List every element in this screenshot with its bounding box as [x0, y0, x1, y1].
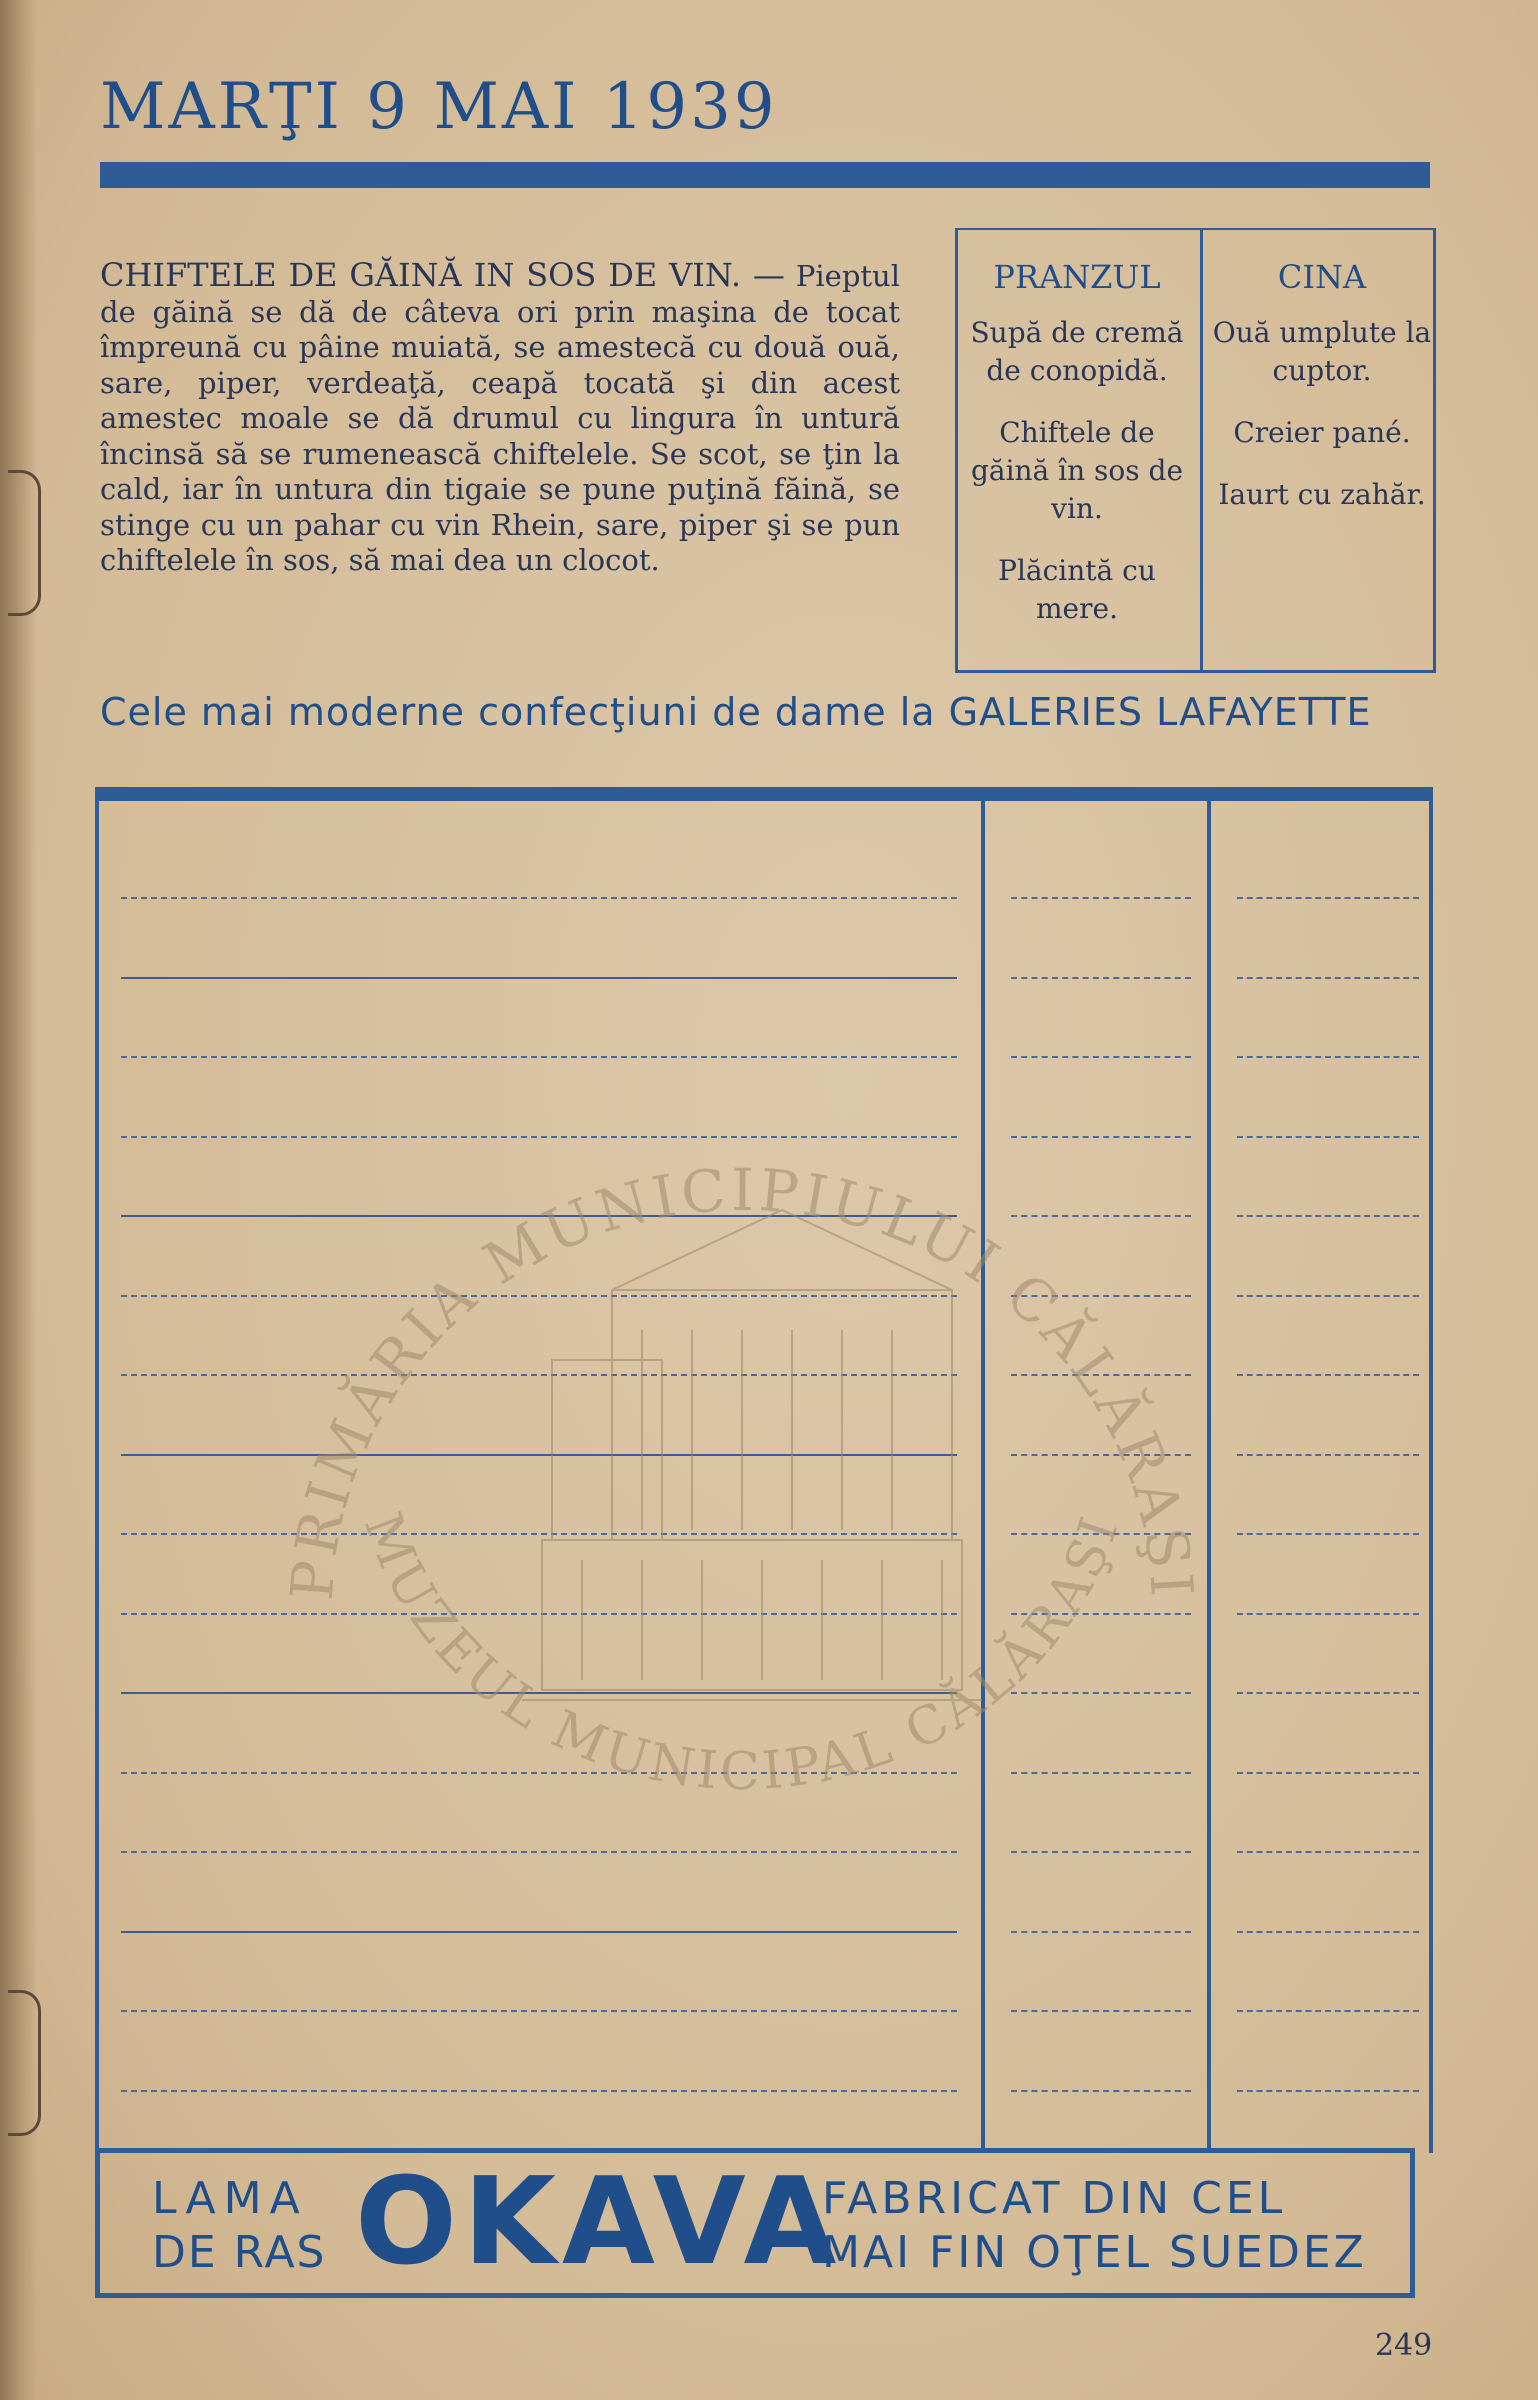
notes-ruled-line: [1237, 1851, 1419, 1853]
menu-lunch-item: Plăcintă cu mere.: [998, 554, 1156, 625]
okava-right-line2: MAI FIN OŢEL SUEDEZ: [822, 2227, 1367, 2278]
notes-ruled-line: [1011, 2090, 1191, 2092]
notes-ruled-line: [1011, 897, 1191, 899]
page-number: 249: [1375, 2328, 1433, 2363]
date-underline-bar: [100, 162, 1430, 188]
daily-menu-box: [955, 228, 1436, 673]
notes-ruled-line: [1011, 1056, 1191, 1058]
svg-text:MUZEUL MUNICIPAL CĂLĂRAŞI: [352, 1505, 1132, 1802]
binding-ring-top: [8, 470, 41, 616]
okava-razor-ad: [95, 2148, 1415, 2298]
notes-ruled-line: [121, 1056, 957, 1058]
notes-ruled-line: [1237, 1454, 1419, 1456]
notes-ruled-line: [1237, 1692, 1419, 1694]
page-date-title: MARŢI 9 MAI 1939: [100, 70, 778, 144]
menu-lunch-item: Chiftele de găină în sos de vin.: [970, 416, 1184, 525]
notes-ruled-line: [121, 2010, 957, 2012]
notes-ruled-line: [1237, 1215, 1419, 1217]
notes-ruled-line: [1011, 977, 1191, 979]
notes-ruled-line: [121, 2090, 957, 2092]
notes-ruled-line: [1237, 1931, 1419, 1933]
recipe-body: Pieptul de găină se dă de câteva ori prin maşina de tocat împreună cu pâine muiată, se amestecă cu două ouă, sare, piper, verdeaţă, ceapă tocată şi din acest amestec moale se dă drumul cu lingura în untură încinsă să se rumenească chiftelele. Se scot, se ţin la cald, iar în untura din tigaie se pune puţină făină, se stinge cu un pahar cu vin Rhein, sare, piper şi se pun chiftelele în sos, să mai dea un clocot.: [100, 259, 901, 577]
okava-right-line1: FABRICAT DIN CEL: [822, 2173, 1287, 2224]
okava-left-line1: LAMA: [152, 2173, 308, 2224]
okava-brand-logo: OKAVA: [355, 2153, 843, 2292]
stamp-building-wing: [552, 1360, 662, 1540]
notes-ruled-line: [1237, 1295, 1419, 1297]
binding-ring-bottom: [8, 1990, 41, 2136]
menu-lunch-item: Supă de cremă de conopidă.: [970, 316, 1184, 387]
notes-ruled-line: [1237, 1136, 1419, 1138]
notes-ruled-line: [121, 977, 957, 979]
notes-ruled-line: [1237, 1613, 1419, 1615]
recipe-title: CHIFTELE DE GĂINĂ IN SOS DE VIN. —: [100, 256, 785, 294]
menu-dinner-heading: CINA: [1277, 258, 1367, 296]
notes-ruled-line: [1237, 1374, 1419, 1376]
menu-lunch-heading: PRANZUL: [993, 258, 1161, 296]
menu-lunch-column: [958, 230, 1196, 652]
stamp-text-top: PRIMĂRIA MUNICIPIULUI CĂLĂRAŞI: [277, 1155, 1207, 1603]
recipe-block: [100, 258, 900, 579]
stamp-text-bottom: MUZEUL MUNICIPAL CĂLĂRAŞI: [351, 1505, 1132, 1803]
museum-stamp: [262, 1130, 1222, 1870]
notes-ruled-line: [1237, 1772, 1419, 1774]
menu-dinner-item: Ouă umplute la cuptor.: [1212, 316, 1432, 387]
notes-ruled-line: [121, 1931, 957, 1933]
notes-ruled-line: [1237, 1533, 1419, 1535]
stamp-building-lower: [542, 1540, 962, 1690]
okava-left-line2: DE RAS: [152, 2227, 327, 2278]
galeries-lafayette-ad: Cele mai moderne confecţiuni de dame la GALERIES LAFAYETTE: [100, 690, 1372, 734]
notes-ruled-line: [1011, 2010, 1191, 2012]
notes-ruled-line: [121, 897, 957, 899]
notes-ruled-line: [1237, 1056, 1419, 1058]
notes-ruled-line: [1237, 897, 1419, 899]
notes-ruled-line: [1011, 1931, 1191, 1933]
menu-dinner-item: Iaurt cu zahăr.: [1218, 478, 1426, 511]
notes-ruled-line: [1237, 2010, 1419, 2012]
menu-dinner-item: Creier pané.: [1233, 416, 1411, 449]
notes-ruled-line: [1237, 2090, 1419, 2092]
notes-ruled-line: [1237, 977, 1419, 979]
menu-dinner-column: [1203, 230, 1441, 538]
